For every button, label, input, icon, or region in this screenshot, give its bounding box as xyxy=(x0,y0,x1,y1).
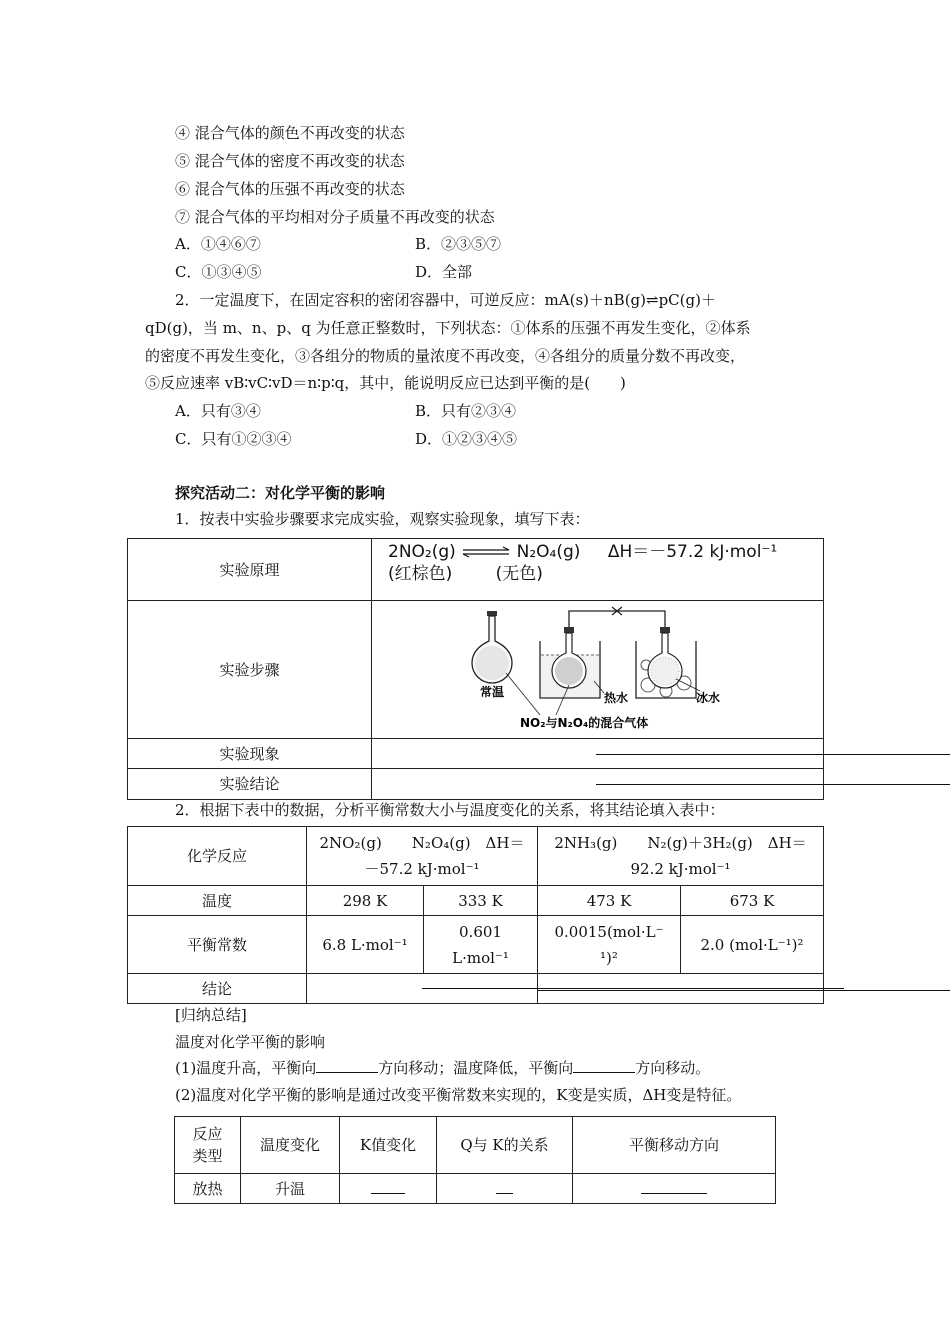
k-473-value: 0.0015(mol·L⁻ xyxy=(554,922,664,941)
reaction-2-line-2: 92.2 kJ·mol⁻¹ xyxy=(630,860,731,878)
temp-298: 298 K xyxy=(307,886,424,916)
steps-cell xyxy=(372,601,824,739)
k-333-value: 0.601 xyxy=(459,922,502,941)
answer-line-conclusion-2a[interactable] xyxy=(422,988,844,989)
label-ice-water: 冰水 xyxy=(696,691,721,705)
cell-q-k[interactable] xyxy=(437,1174,573,1204)
header-reaction-type-line-1: 反应 xyxy=(192,1125,223,1143)
experiment-table xyxy=(127,538,824,800)
q1-item-7: ⑦ 混合气体的平均相对分子质量不再改变的状态 xyxy=(175,208,495,226)
flask-normal-icon xyxy=(472,611,512,683)
k-333-unit: L·mol⁻¹ xyxy=(452,948,509,967)
q2-line-3: 的密度不再发生变化，③各组分的物质的量浓度不再改变，④各组分的质量分数不再改变， xyxy=(145,347,746,365)
answer-line-conclusion-2b[interactable] xyxy=(538,990,950,991)
connecting-tube xyxy=(569,611,665,627)
temp-333: 333 K xyxy=(424,886,538,916)
q1-option-d: D．全部 xyxy=(415,263,473,281)
reaction-1-line-1: 2NO₂(g) N₂O₄(g) ΔH＝ xyxy=(319,834,525,852)
header-temp-change: 温度变化 xyxy=(241,1117,340,1174)
q2-option-b: B．只有②③④ xyxy=(415,402,517,420)
q2-option-c: C．只有①②③④ xyxy=(175,430,292,448)
row-label-conclusion: 实验结论 xyxy=(128,769,372,800)
row-label-principle: 实验原理 xyxy=(128,539,372,601)
principle-cell xyxy=(372,539,824,601)
k-473 xyxy=(538,916,681,974)
table-row-reaction xyxy=(128,827,824,886)
beaker-hot-water-icon xyxy=(540,627,600,698)
temp-473: 473 K xyxy=(538,886,681,916)
q2-line-1-text: 2．一定温度下，在固定容积的密闭容器中，可逆反应： xyxy=(175,291,545,309)
q2-line-1 xyxy=(175,290,716,310)
reaction-1-line-2: －57.2 kJ·mol⁻¹ xyxy=(364,860,480,878)
q1-option-c: C．①③④⑤ xyxy=(175,263,262,281)
summary-1-part-b: 方向移动；温度降低，平衡向 xyxy=(378,1059,574,1077)
k-333 xyxy=(424,916,538,974)
beaker-ice-water-icon xyxy=(636,627,696,698)
row-label-phenomenon: 实验现象 xyxy=(128,739,372,769)
table-row-constant xyxy=(128,916,824,974)
apparatus-figure xyxy=(470,603,730,735)
principle-eq-right: N₂O₄(g) xyxy=(516,542,581,562)
blank-direction[interactable] xyxy=(641,1179,707,1194)
q2-line-2: qD(g)，当 m、n、p、q 为任意正整数时，下列状态：①体系的压强不再发生变化，②体系 xyxy=(145,319,751,337)
blank-q-k[interactable] xyxy=(496,1179,513,1194)
cell-direction[interactable] xyxy=(573,1174,776,1204)
k-473-unit: ¹)² xyxy=(600,948,618,967)
blank-k-change[interactable] xyxy=(371,1179,405,1194)
section-heading: 探究活动二：对化学平衡的影响 xyxy=(175,484,386,502)
reaction-1-cell xyxy=(307,827,538,886)
table-row-temperature xyxy=(128,886,824,916)
principle-dh: ΔH＝－57.2 kJ·mol⁻¹ xyxy=(607,542,778,562)
reaction-2-cell xyxy=(538,827,824,886)
header-reaction-type xyxy=(175,1117,241,1174)
principle-color-right: (无色) xyxy=(495,564,543,584)
header-reaction-type-line-2: 类型 xyxy=(192,1147,223,1165)
header-temperature: 温度 xyxy=(128,886,307,916)
temp-673: 673 K xyxy=(681,886,824,916)
answer-line-conclusion[interactable] xyxy=(596,784,950,785)
blank-higher-temp[interactable] xyxy=(316,1058,378,1073)
cell-exothermic: 放热 xyxy=(175,1174,241,1204)
q1-item-4: ④ 混合气体的颜色不再改变的状态 xyxy=(175,124,405,142)
q1-option-b: B．②③⑤⑦ xyxy=(415,235,502,253)
summary-title: 温度对化学平衡的影响 xyxy=(175,1033,326,1051)
table-row-steps xyxy=(128,601,824,739)
blank-lower-temp[interactable] xyxy=(573,1058,635,1073)
header-conclusion: 结论 xyxy=(128,974,307,1004)
q2-option-a: A．只有③④ xyxy=(175,402,261,420)
header-constant: 平衡常数 xyxy=(128,916,307,974)
q1-option-a: A．①④⑥⑦ xyxy=(175,235,261,253)
label-normal-temp: 常温 xyxy=(480,685,505,699)
cell-heating: 升温 xyxy=(241,1174,340,1204)
q1-item-6: ⑥ 混合气体的压强不再改变的状态 xyxy=(175,180,405,198)
instruction-2: 2．根据下表中的数据，分析平衡常数大小与温度变化的关系，将其结论填入表中： xyxy=(175,801,725,819)
row-label-steps: 实验步骤 xyxy=(128,601,372,739)
q1-item-5: ⑤ 混合气体的密度不再改变的状态 xyxy=(175,152,405,170)
summary-1-part-c: 方向移动。 xyxy=(635,1059,711,1077)
k-298: 6.8 L·mol⁻¹ xyxy=(307,916,424,974)
principle-color-left: (红棕色) xyxy=(388,564,453,584)
cell-k-change[interactable] xyxy=(340,1174,437,1204)
summary-bracket: [归纳总结] xyxy=(175,1006,247,1024)
temperature-effect-table xyxy=(174,1116,776,1204)
instruction-1: 1．按表中实验步骤要求完成实验，观察实验现象，填写下表： xyxy=(175,510,590,528)
equilibrium-constant-table xyxy=(127,826,824,1004)
header-reaction: 化学反应 xyxy=(128,827,307,886)
table-3-header-row xyxy=(175,1117,776,1174)
equilibrium-arrow-icon xyxy=(461,546,511,558)
q2-equation: mA(s)＋nB(g)⇌pC(g)＋ xyxy=(544,291,716,309)
header-q-k-relation: Q与 K的关系 xyxy=(437,1117,573,1174)
summary-1-part-a: (1)温度升高，平衡向 xyxy=(175,1059,317,1077)
summary-point-2: (2)温度对化学平衡的影响是通过改变平衡常数来实现的，K变是实质，ΔH变是特征。 xyxy=(175,1086,742,1104)
figure-caption: NO₂与N₂O₄的混合气体 xyxy=(520,716,649,730)
principle-eq-left: 2NO₂(g) xyxy=(388,542,456,562)
summary-point-1 xyxy=(175,1058,710,1078)
header-k-change: K值变化 xyxy=(340,1117,437,1174)
reaction-2-line-1: 2NH₃(g) N₂(g)＋3H₂(g) ΔH＝ xyxy=(554,834,807,852)
k-673: 2.0 (mol·L⁻¹)² xyxy=(681,916,824,974)
table-row-principle xyxy=(128,539,824,601)
q2-line-4: ⑤反应速率 vB∶vC∶vD＝n∶p∶q，其中，能说明反应已达到平衡的是( ) xyxy=(145,374,626,392)
label-hot-water: 热水 xyxy=(604,691,629,705)
header-shift-direction: 平衡移动方向 xyxy=(573,1117,776,1174)
q2-option-d: D．①②③④⑤ xyxy=(415,430,518,448)
answer-line-phenomenon[interactable] xyxy=(596,754,950,755)
table-3-row-exothermic xyxy=(175,1174,776,1204)
